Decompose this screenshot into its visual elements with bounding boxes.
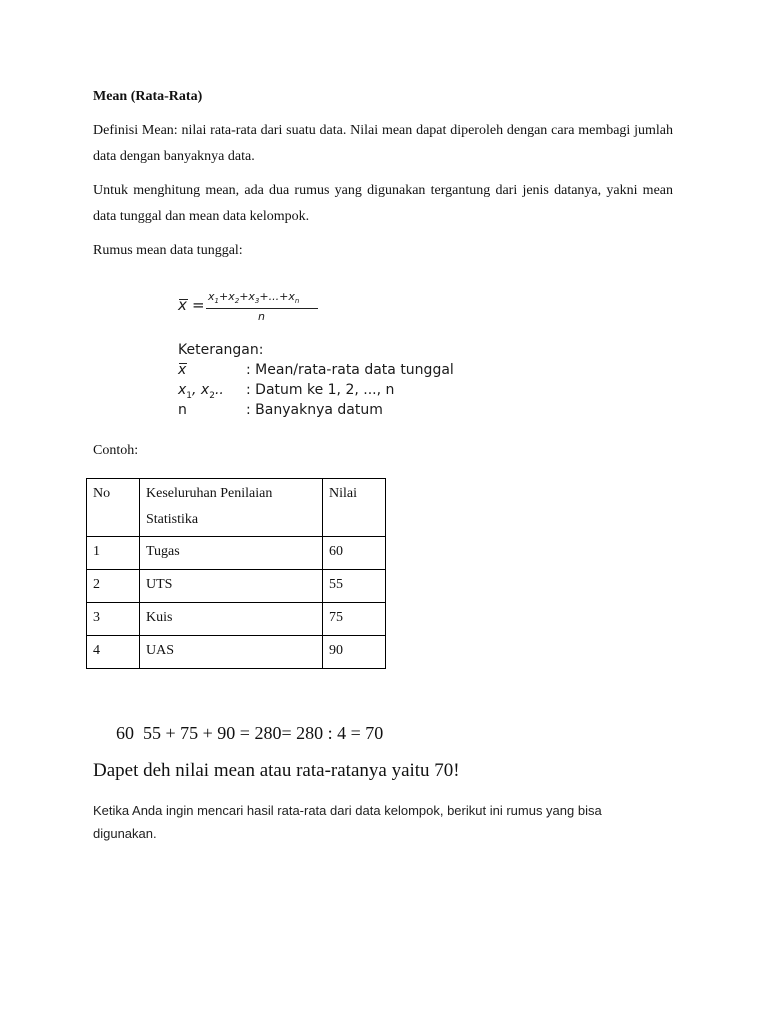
keterangan-item: n : Banyaknya datum: [178, 402, 383, 418]
paragraph-formula-intro: Rumus mean data tunggal:: [93, 243, 243, 258]
formula-image: [178, 290, 478, 430]
table-cell: 90: [323, 636, 386, 669]
closing-paragraph: Ketika Anda ingin mencari hasil rata-rata dari data kelompok, berikut ini rumus yang bisa digunakan.: [93, 803, 602, 841]
table-cell: Kuis: [140, 603, 323, 636]
table-cell: UTS: [140, 570, 323, 603]
formula-numerator: $x_1+x_2+x_3+...+x_n$: [208, 290, 300, 306]
table-header-row: [87, 479, 386, 537]
keterangan-item: x : Mean/rata-rata data tunggal: [178, 362, 454, 378]
table-cell: UAS: [140, 636, 323, 669]
table-cell: 4: [87, 636, 140, 669]
table-cell: 60: [323, 537, 386, 570]
table-header-cell: Nilai: [323, 479, 386, 537]
table-cell: 2: [87, 570, 140, 603]
formula-denominator: n: [258, 310, 265, 323]
paragraph-definition: Definisi Mean: nilai rata-rata dari suatu data. Nilai mean dapat diperoleh dengan cara membagi jumlah data dengan banyaknya data.: [93, 123, 673, 164]
paragraph-types: Untuk menghitung mean, ada dua rumus yang digunakan tergantung dari jenis datanya, yakni mean data tunggal dan mean data kelompok.: [93, 183, 673, 224]
table-cell: 55: [323, 570, 386, 603]
fraction-bar: [206, 308, 318, 309]
table-row: [87, 537, 386, 570]
table-cell: Tugas: [140, 537, 323, 570]
table-cell: 1: [87, 537, 140, 570]
calculation-line: 60 55 + 75 + 90 = 280= 280 : 4 = 70: [116, 723, 384, 743]
table-cell: 3: [87, 603, 140, 636]
table-cell: 75: [323, 603, 386, 636]
keterangan-heading: Keterangan:: [178, 342, 264, 358]
result-sentence: Dapet deh nilai mean atau rata-ratanya yaitu 70!: [93, 760, 460, 781]
table-header-cell: No: [87, 479, 140, 537]
section-title: Mean (Rata-Rata): [93, 89, 203, 104]
table-row: [87, 603, 386, 636]
table-row: [87, 636, 386, 669]
table-header-cell: Keseluruhan Penilaian Statistika: [140, 479, 323, 537]
contoh-label: Contoh:: [93, 443, 139, 458]
formula-equals: =: [192, 296, 205, 314]
formula-lhs: x: [178, 296, 187, 314]
table-row: [87, 570, 386, 603]
score-table: [86, 478, 386, 669]
keterangan-item: $x_1$, $x_2$.. : Datum ke 1, 2, ..., n: [178, 382, 395, 401]
